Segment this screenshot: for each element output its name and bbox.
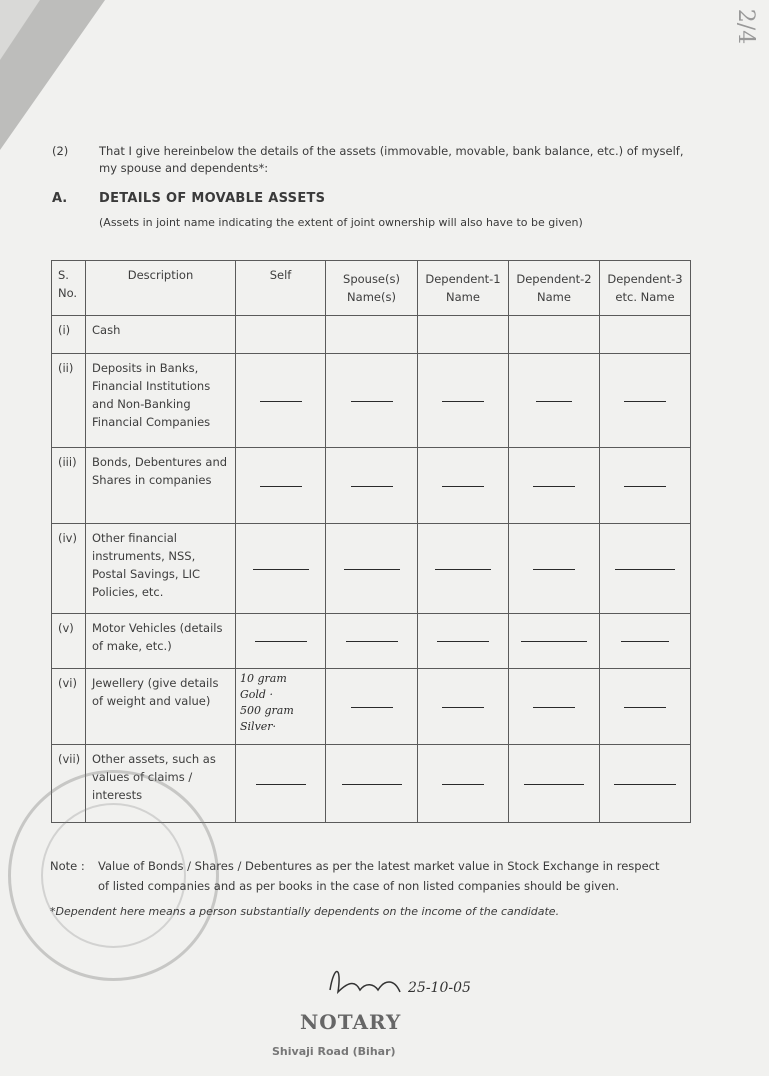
handwritten-dash: [621, 641, 669, 642]
table-header-row: [52, 261, 691, 316]
handwritten-note: Gold ·: [240, 688, 273, 701]
table-row: [52, 354, 691, 448]
handwritten-dash: [260, 486, 302, 487]
table-row: [52, 448, 691, 524]
section-title: DETAILS OF MOVABLE ASSETS: [99, 191, 326, 206]
cell-spouse: [326, 316, 418, 354]
handwritten-dash: [346, 641, 398, 642]
cell-self: [236, 745, 326, 823]
header-dependent-3: Dependent-3 etc. Name: [600, 261, 691, 316]
handwritten-dash: [437, 641, 489, 642]
handwritten-note: 10 gram: [240, 672, 287, 685]
cell-dependent-2: [509, 316, 600, 354]
cell-self: [236, 448, 326, 524]
handwritten-dash: [442, 401, 484, 402]
cell-dependent-3: [600, 614, 691, 669]
paragraph-text: That I give hereinbelow the details of the assets (immovable, movable, bank balance, etc.) of myself, my spouse and dependents*:: [99, 144, 684, 175]
row-description: Other financial instruments, NSS, Postal Savings, LIC Policies, etc.: [86, 524, 236, 614]
handwritten-dash: [624, 707, 666, 708]
row-description: Motor Vehicles (details of make, etc.): [86, 614, 236, 669]
cell-dependent-3: [600, 524, 691, 614]
handwritten-dash: [533, 486, 575, 487]
handwritten-dash: [533, 707, 575, 708]
table-row: [52, 316, 691, 354]
row-sno: (iii): [52, 448, 86, 524]
cell-dependent-1: [418, 448, 509, 524]
handwritten-note: Silver·: [240, 720, 277, 733]
cell-dependent-3: [600, 669, 691, 745]
row-description: Bonds, Debentures and Shares in companies: [86, 448, 236, 524]
section-letter: A.: [52, 191, 68, 206]
cell-spouse: [326, 745, 418, 823]
row-description: Deposits in Banks, Financial Institutions and Non-Banking Financial Companies: [86, 354, 236, 448]
row-sno: (vi): [52, 669, 86, 745]
cell-dependent-3: [600, 745, 691, 823]
note-line-2: of listed companies and as per books in the case of non listed companies should be given.: [98, 879, 620, 893]
note-label: Note :: [50, 859, 85, 873]
header-dependent-1: Dependent-1 Name: [418, 261, 509, 316]
table-row: [52, 524, 691, 614]
cell-self-handwritten: [236, 669, 326, 745]
cell-dependent-1: [418, 316, 509, 354]
header-spouse: Spouse(s) Name(s): [326, 261, 418, 316]
cell-spouse: [326, 354, 418, 448]
cell-spouse: [326, 669, 418, 745]
cell-dependent-2: [509, 669, 600, 745]
handwritten-dash: [260, 401, 302, 402]
cell-spouse: [326, 614, 418, 669]
cell-dependent-2: [509, 524, 600, 614]
header-sno: S. No.: [52, 261, 86, 316]
signature-date: 25-10-05: [408, 980, 471, 996]
cell-dependent-1: [418, 524, 509, 614]
cell-dependent-3: [600, 316, 691, 354]
cell-self: [236, 614, 326, 669]
cell-dependent-2: [509, 448, 600, 524]
cell-dependent-1: [418, 354, 509, 448]
cell-dependent-1: [418, 745, 509, 823]
cell-dependent-1: [418, 614, 509, 669]
handwritten-dash: [344, 569, 400, 570]
handwritten-dash: [442, 486, 484, 487]
row-sno: (ii): [52, 354, 86, 448]
cell-dependent-3: [600, 354, 691, 448]
cell-dependent-2: [509, 354, 600, 448]
note-line-1: Value of Bonds / Shares / Debentures as per the latest market value in Stock Exchange in respect: [98, 859, 660, 873]
header-dependent-2: Dependent-2 Name: [509, 261, 600, 316]
row-sno: (vii): [52, 745, 86, 823]
cell-dependent-1: [418, 669, 509, 745]
row-sno: (i): [52, 316, 86, 354]
cell-self: [236, 316, 326, 354]
row-sno: (iv): [52, 524, 86, 614]
row-sno: (v): [52, 614, 86, 669]
row-description: Cash: [86, 316, 236, 354]
paragraph-number: (2): [52, 144, 69, 158]
handwritten-dash: [524, 784, 584, 785]
cell-self: [236, 354, 326, 448]
footnote: *Dependent here means a person substantially dependents on the income of the candidate.: [50, 905, 560, 918]
handwritten-dash: [351, 707, 393, 708]
handwritten-dash: [442, 707, 484, 708]
handwritten-dash: [442, 784, 484, 785]
section-subtitle: (Assets in joint name indicating the extent of joint ownership will also have to be given): [99, 216, 583, 229]
notary-seal-text: NOTARY: [300, 1010, 402, 1034]
table-row: [52, 614, 691, 669]
margin-pencil-mark: 2/4: [732, 8, 758, 45]
handwritten-dash: [521, 641, 587, 642]
handwritten-dash: [435, 569, 491, 570]
row-description: Jewellery (give details of weight and value): [86, 669, 236, 745]
handwritten-dash: [624, 401, 666, 402]
cell-spouse: [326, 448, 418, 524]
header-self: Self: [236, 261, 326, 316]
cell-spouse: [326, 524, 418, 614]
cell-dependent-3: [600, 448, 691, 524]
handwritten-dash: [615, 569, 675, 570]
handwritten-dash: [256, 784, 306, 785]
handwritten-note: 500 gram: [240, 704, 294, 717]
row-description: Other assets, such as values of claims / interests: [86, 745, 236, 823]
note-block: [50, 856, 690, 896]
cell-dependent-2: [509, 614, 600, 669]
folded-corner-highlight: [0, 0, 40, 60]
handwritten-dash: [351, 401, 393, 402]
handwritten-dash: [253, 569, 309, 570]
notary-address: Shivaji Road (Bihar): [272, 1045, 396, 1058]
handwritten-dash: [624, 486, 666, 487]
cell-dependent-2: [509, 745, 600, 823]
table-row: [52, 669, 691, 745]
header-description: Description: [86, 261, 236, 316]
handwritten-dash: [351, 486, 393, 487]
handwritten-dash: [342, 784, 402, 785]
cell-self: [236, 524, 326, 614]
movable-assets-table: [51, 260, 691, 823]
handwritten-dash: [255, 641, 307, 642]
handwritten-dash: [536, 401, 572, 402]
handwritten-dash: [614, 784, 676, 785]
handwritten-dash: [533, 569, 575, 570]
notary-signature: [320, 960, 490, 1005]
